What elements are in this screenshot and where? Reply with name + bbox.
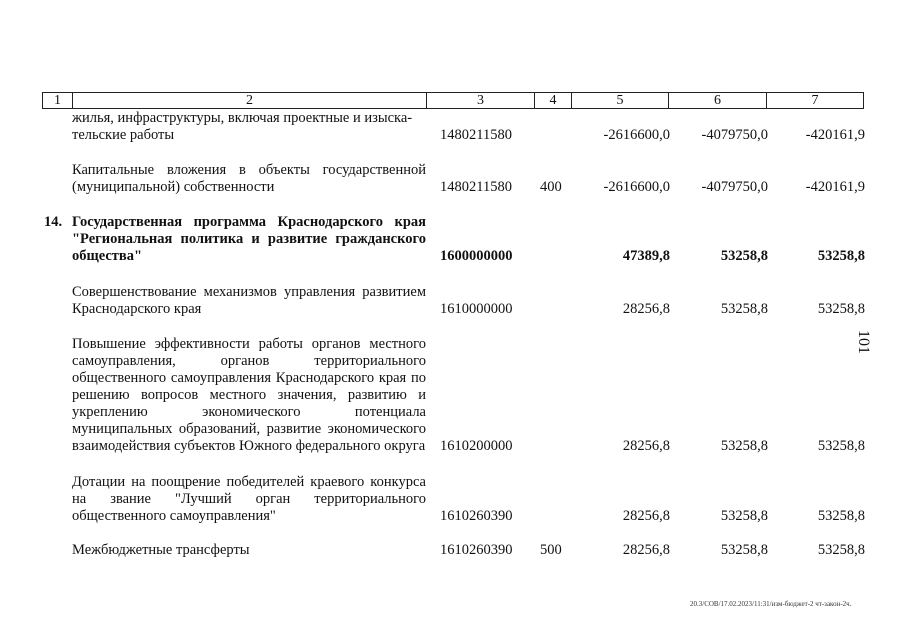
row-value-2023: 28256,8 [622,301,670,317]
row-value-2023: 28256,8 [622,542,670,558]
row-value-2023: 28256,8 [622,438,670,454]
row-code: 1610000000 [440,301,513,317]
row-value-2024: 53258,8 [720,508,768,524]
col-5-header: 5 [572,93,669,108]
row-value-2025: 53258,8 [817,301,865,317]
row-code: 1610260390 [440,542,513,558]
row-value-2025: 53258,8 [817,438,865,454]
row-value-2024: 53258,8 [720,301,768,317]
row-code: 1610200000 [440,438,513,454]
column-number-header [42,92,864,109]
col-3-header: 3 [427,93,535,108]
row-value-2025: -420161,9 [805,179,865,195]
row-code: 1480211580 [440,127,512,143]
row-value-2025: -420161,9 [805,127,865,143]
row-value-2025: 53258,8 [817,508,865,524]
col-4-header: 4 [535,93,572,108]
document-footer-path: 20.3/СОВ/17.02.2023/11:31/изм-бюджет-2 чт-закон-2ч. [690,600,852,608]
col-2-header: 2 [73,93,427,108]
row-value-2023: -2616600,0 [603,179,670,195]
row-value-2023: 28256,8 [622,508,670,524]
row-name: Капитальные вложения в объекты государственной (муниципальной) собственности [72,162,426,195]
row-name-line: жилья, инфраструктуры, включая проектные и изыска- [72,110,413,126]
row-value-2025: 53258,8 [817,248,865,264]
col-7-header: 7 [811,93,819,108]
page-number: 101 [855,330,872,354]
row-number: 14. [44,214,63,230]
row-name [72,110,426,144]
row-name: Межбюджетные трансферты [72,542,250,558]
row-code: 1610260390 [440,508,513,524]
row-expense-type: 400 [540,179,562,195]
row-value-2024: -4079750,0 [701,179,768,195]
row-value-2024: -4079750,0 [701,127,768,143]
row-value-2024: 53258,8 [720,542,768,558]
row-value-2024: 53258,8 [720,438,768,454]
row-name-line: тельские работы [72,127,175,143]
row-value-2023: -2616600,0 [603,127,670,143]
col-1-header: 1 [43,93,73,108]
row-name: Повышение эффективности работы органов местного самоуправления, органов территориального общественного самоуправления Краснодарского края по решению вопросов местного значения, развитию и укреплению экономического потенциала муниципальных образований, развитие экономического взаимодействия субъектов Южного федерального округа [72,336,426,454]
row-name: Совершенствование механизмов управления развитием Краснодарского края [72,284,426,317]
row-name: Государственная программа Краснодарского края "Региональная политика и развитие гражданского общества" [72,214,426,264]
row-value-2023: 47389,8 [622,248,670,264]
row-value-2024: 53258,8 [720,248,768,264]
row-expense-type: 500 [540,542,562,558]
col-6-header: 6 [669,93,767,108]
row-value-2025: 53258,8 [817,542,865,558]
row-code: 1600000000 [440,248,513,264]
row-name: Дотации на поощрение победителей краевого конкурса на звание "Лучший орган территориального общественного самоуправления" [72,474,426,524]
row-code: 1480211580 [440,179,512,195]
